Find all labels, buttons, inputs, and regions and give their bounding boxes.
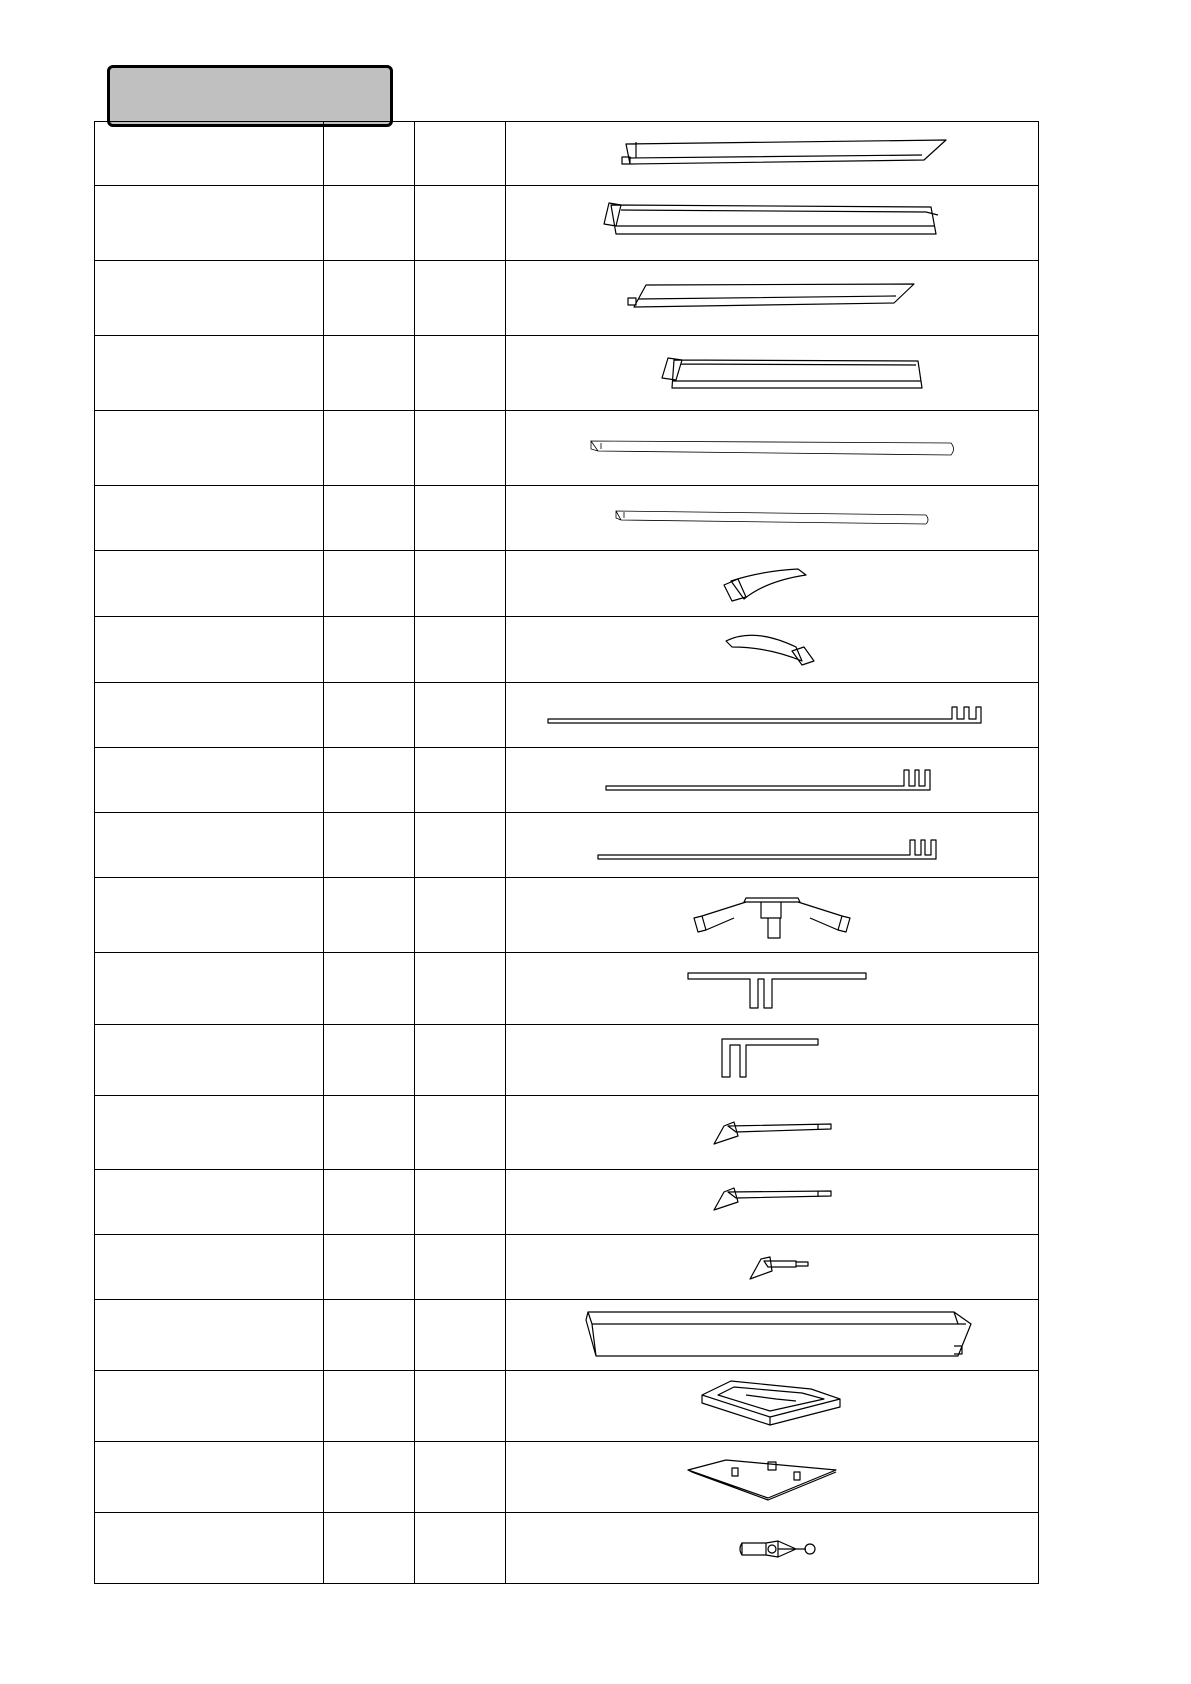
part-qty — [415, 878, 506, 953]
table-row — [95, 551, 1039, 617]
part-qty — [415, 953, 506, 1025]
part-code — [324, 1235, 415, 1300]
finial-ornament-icon — [506, 1513, 1039, 1584]
part-qty — [415, 551, 506, 617]
t-bracket-icon — [506, 953, 1039, 1025]
part-code — [324, 1096, 415, 1170]
part-name — [95, 336, 324, 411]
part-name — [95, 683, 324, 748]
part-qty — [415, 1170, 506, 1235]
part-qty — [415, 683, 506, 748]
part-qty — [415, 1025, 506, 1096]
part-name — [95, 1300, 324, 1371]
part-name — [95, 1371, 324, 1442]
table-row — [95, 748, 1039, 813]
part-qty — [415, 1442, 506, 1513]
part-name — [95, 411, 324, 486]
long-gutter-bar-1-icon — [506, 122, 1039, 186]
ridge-connector-icon — [506, 878, 1039, 953]
table-row — [95, 1170, 1039, 1235]
section-tab — [107, 65, 393, 127]
table-row — [95, 336, 1039, 411]
part-code — [324, 411, 415, 486]
medium-u-end-rail-icon — [506, 748, 1039, 813]
part-qty — [415, 411, 506, 486]
part-code — [324, 683, 415, 748]
l-bracket-icon — [506, 1025, 1039, 1096]
part-qty — [415, 1371, 506, 1442]
part-code — [324, 186, 415, 261]
part-name — [95, 1442, 324, 1513]
roof-cap-plate-icon — [506, 1371, 1039, 1442]
table-row — [95, 186, 1039, 261]
part-qty — [415, 336, 506, 411]
flat-base-plate-icon — [506, 1442, 1039, 1513]
part-name — [95, 261, 324, 336]
medium-gutter-bar-icon — [506, 261, 1039, 336]
part-name — [95, 1025, 324, 1096]
short-connector-pin-icon — [506, 1235, 1039, 1300]
part-name — [95, 1235, 324, 1300]
table-row — [95, 411, 1039, 486]
short-channel-bar-icon — [506, 336, 1039, 411]
curved-bracket-left-icon — [506, 551, 1039, 617]
part-code — [324, 1442, 415, 1513]
part-code — [324, 813, 415, 878]
part-code — [324, 1513, 415, 1584]
part-qty — [415, 617, 506, 683]
part-code — [324, 551, 415, 617]
part-name — [95, 748, 324, 813]
table-row — [95, 953, 1039, 1025]
short-angled-bar-1-icon — [506, 1096, 1039, 1170]
table-row — [95, 878, 1039, 953]
part-qty — [415, 1300, 506, 1371]
table-row — [95, 617, 1039, 683]
part-code — [324, 1170, 415, 1235]
part-code — [324, 953, 415, 1025]
table-row — [95, 1300, 1039, 1371]
part-qty — [415, 748, 506, 813]
part-code — [324, 486, 415, 551]
part-name — [95, 878, 324, 953]
part-name — [95, 813, 324, 878]
part-code — [324, 878, 415, 953]
table-row — [95, 1096, 1039, 1170]
parts-table — [94, 121, 1039, 1584]
part-code — [324, 1025, 415, 1096]
table-row — [95, 261, 1039, 336]
large-beam-icon — [506, 1300, 1039, 1371]
table-row — [95, 1025, 1039, 1096]
part-name — [95, 953, 324, 1025]
table-row — [95, 1513, 1039, 1584]
medium-round-tube-icon — [506, 486, 1039, 551]
table-row — [95, 1235, 1039, 1300]
long-channel-bar-1-icon — [506, 186, 1039, 261]
part-qty — [415, 1235, 506, 1300]
part-name — [95, 1170, 324, 1235]
part-name — [95, 1513, 324, 1584]
table-row — [95, 1442, 1039, 1513]
curved-bracket-right-icon — [506, 617, 1039, 683]
part-name — [95, 186, 324, 261]
part-code — [324, 261, 415, 336]
table-row — [95, 1371, 1039, 1442]
short-angled-bar-2-icon — [506, 1170, 1039, 1235]
part-qty — [415, 1096, 506, 1170]
part-qty — [415, 1513, 506, 1584]
part-qty — [415, 186, 506, 261]
table-row — [95, 683, 1039, 748]
medium-u-end-rail-2-icon — [506, 813, 1039, 878]
part-name — [95, 486, 324, 551]
part-code — [324, 122, 415, 186]
table-row — [95, 122, 1039, 186]
long-u-end-rail-icon — [506, 683, 1039, 748]
part-qty — [415, 261, 506, 336]
part-code — [324, 617, 415, 683]
part-code — [324, 1371, 415, 1442]
table-row — [95, 813, 1039, 878]
part-code — [324, 748, 415, 813]
part-code — [324, 1300, 415, 1371]
part-name — [95, 551, 324, 617]
part-code — [324, 336, 415, 411]
part-qty — [415, 813, 506, 878]
part-qty — [415, 122, 506, 186]
part-name — [95, 617, 324, 683]
part-name — [95, 122, 324, 186]
table-row — [95, 486, 1039, 551]
part-qty — [415, 486, 506, 551]
part-name — [95, 1096, 324, 1170]
long-round-tube-icon — [506, 411, 1039, 486]
